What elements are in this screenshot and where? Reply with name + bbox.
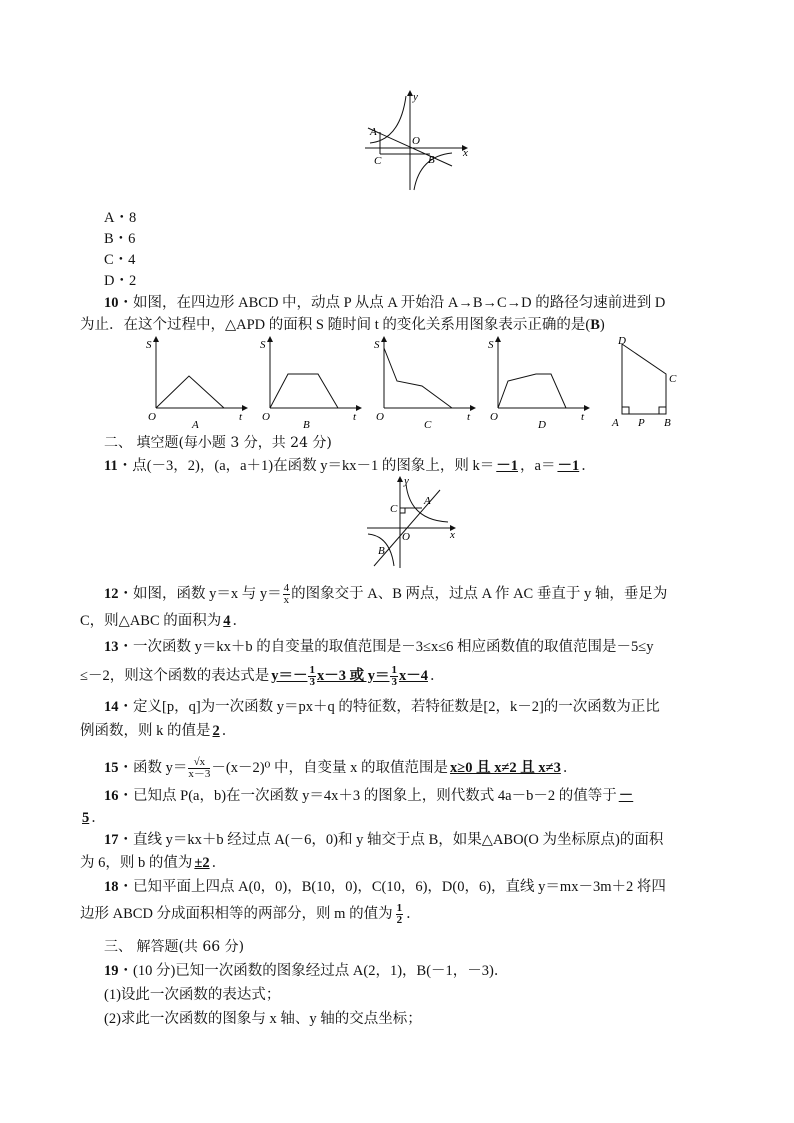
svg-text:O: O	[148, 411, 156, 423]
label-y: y	[413, 91, 418, 103]
quadrilateral-abcd	[606, 334, 690, 430]
graph-c	[372, 336, 482, 428]
label-b: B	[428, 154, 435, 166]
q16-line2: 5 ．	[82, 810, 106, 826]
q10-line1: 10・如图，在四边形 ABCD 中，动点 P 从点 A 开始沿 A→B→C→D 的路径匀速前进到 D	[104, 295, 666, 311]
q12-line1: 12・如图，函数 y＝x 与 y＝ $\frac{4}{x}$ 的图象交于 A、B 两点，过点 A 作 AC 垂直于 y 轴，垂足为	[104, 582, 668, 606]
svg-text:C: C	[669, 373, 677, 385]
svg-text:C: C	[424, 419, 432, 428]
section-3-title: 三、 解答题(共 66 分)	[104, 939, 245, 955]
label-c: C	[374, 155, 382, 167]
svg-text:P: P	[638, 417, 645, 429]
figure-line-hyperbola	[362, 474, 462, 570]
label-a: A	[370, 126, 377, 138]
svg-text:D: D	[618, 335, 626, 347]
option-d: D・2	[104, 273, 137, 289]
q11: 11・点(－3，2)，(a，a＋1)在函数 y＝kx－1 的图象上，则 k＝ －1 ，a＝ －1 ．	[104, 458, 596, 474]
svg-text:O: O	[490, 411, 498, 423]
option-a: A・8	[104, 210, 137, 226]
svg-text:O: O	[376, 411, 384, 423]
label-o: O	[412, 135, 420, 147]
option-b: B・6	[104, 231, 136, 247]
graph-a	[144, 336, 254, 428]
svg-text:t: t	[239, 411, 243, 423]
svg-text:S: S	[260, 339, 266, 351]
q19-sub1: (1)设此一次函数的表达式；	[104, 987, 281, 1003]
q18-line1: 18・已知平面上四点 A(0，0)，B(10，0)，C(10，6)，D(0，6)，直线 y＝mx－3m＋2 将四	[104, 879, 666, 895]
q13-line2: ≤－2，则这个函数的表达式是 y＝－ $\frac{1}{3}$ x－3 或 y＝ $\frac{1}{3}$ x－4 ．	[80, 664, 445, 688]
q18-line2: 边形 ABCD 分成面积相等的两部分，则 m 的值为 $\frac{1}{2}$ ．	[80, 902, 421, 926]
q19-sub2: (2)求此一次函数的图象与 x 轴、y 轴的交点坐标；	[104, 1011, 422, 1027]
option-c: C・4	[104, 252, 136, 268]
svg-text:C: C	[390, 503, 398, 515]
svg-text:A: A	[424, 495, 431, 507]
q19-line1: 19・(10 分)已知一次函数的图象经过点 A(2，1)，B(－1，－3)．	[104, 963, 509, 979]
svg-text:B: B	[378, 545, 385, 557]
q13-line1: 13・一次函数 y＝kx＋b 的自变量的取值范围是－3≤x≤6 相应函数值的取值范围是－5≤y	[104, 639, 654, 655]
svg-text:S: S	[146, 339, 152, 351]
section-2-title: 二、 填空题(每小题 3 分，共 24 分)	[104, 435, 332, 451]
figure-hyperbola-line	[360, 88, 470, 194]
svg-text:B: B	[303, 419, 310, 428]
svg-text:A: A	[612, 417, 619, 429]
svg-text:S: S	[374, 339, 380, 351]
q17-line1: 17・直线 y＝kx＋b 经过点 A(－6，0)和 y 轴交于点 B，如果△ABO(O 为坐标原点)的面积	[104, 832, 664, 848]
svg-text:D: D	[538, 419, 546, 428]
label-x: x	[463, 147, 468, 159]
svg-text:A: A	[192, 419, 199, 428]
svg-text:t: t	[467, 411, 471, 423]
svg-text:t: t	[353, 411, 357, 423]
svg-text:y: y	[404, 475, 409, 487]
svg-text:S: S	[488, 339, 494, 351]
q17-line2: 为 6，则 b 的值为 ±2 ．	[80, 855, 227, 871]
svg-text:x: x	[450, 529, 455, 541]
q10-line2: 为止．在这个过程中，△APD 的面积 S 随时间 t 的变化关系用图象表示正确的是(B)	[80, 317, 605, 333]
q16-line1: 16・已知点 P(a，b)在一次函数 y＝4x＋3 的图象上，则代数式 4a－b－2 的值等于 －	[104, 788, 634, 804]
svg-text:t: t	[581, 411, 585, 423]
q14-line2: 例函数，则 k 的值是 2 ．	[80, 723, 237, 739]
q12-line2: C，则△ABC 的面积为 4 ．	[80, 613, 248, 629]
graph-d	[486, 336, 596, 428]
q15: 15・函数 y＝ $\frac{√x}{x-3}$ －(x－2)⁰ 中，自变量 x 的取值范围是 x≥0 且 x≠2 且 x≠3 ．	[104, 756, 578, 780]
svg-text:O: O	[402, 531, 410, 543]
graph-b	[258, 336, 368, 428]
q14-line1: 14・定义[p，q]为一次函数 y＝px＋q 的特征数，若特征数是[2，k－2]的一次函数为正比	[104, 699, 660, 715]
svg-text:O: O	[262, 411, 270, 423]
svg-text:B: B	[664, 417, 671, 429]
